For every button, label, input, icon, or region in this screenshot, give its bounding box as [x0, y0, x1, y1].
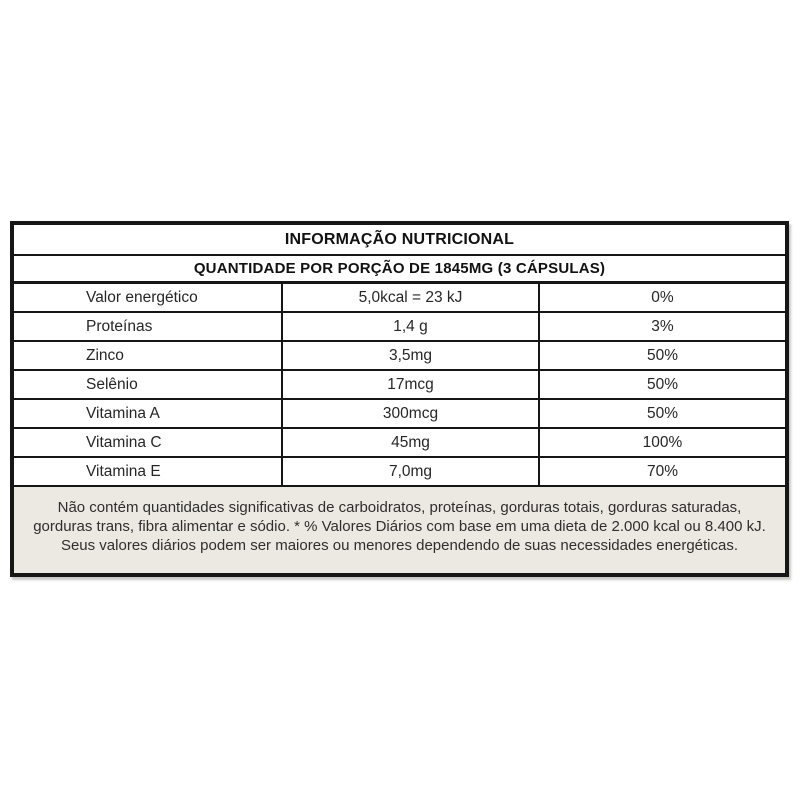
nutrient-name: Vitamina C: [14, 429, 283, 456]
nutrient-name: Valor energético: [14, 284, 283, 311]
nutrient-amount: 300mcg: [283, 400, 540, 427]
table-row-vitamina-e: [14, 458, 785, 487]
table-title: INFORMAÇÃO NUTRICIONAL: [14, 225, 785, 256]
nutrient-name: Zinco: [14, 342, 283, 369]
table-row-proteinas: [14, 313, 785, 342]
nutrient-daily-value: 0%: [651, 288, 674, 306]
table-row-vitamina-a: [14, 400, 785, 429]
nutrient-name: Selênio: [14, 371, 283, 398]
nutrient-daily-value: 50%: [646, 375, 679, 393]
nutrition-facts-table: [10, 221, 789, 577]
nutrient-name: Vitamina E: [14, 458, 283, 485]
nutrient-daily-value: 100%: [642, 433, 683, 451]
table-row-vitamina-c: [14, 429, 785, 458]
table-row-zinco: [14, 342, 785, 371]
nutrient-daily-value: 3%: [651, 317, 674, 335]
nutrient-rows: [14, 284, 785, 487]
nutrient-amount: 45mg: [283, 429, 540, 456]
nutrient-amount: 5,0kcal = 23 kJ: [283, 284, 540, 311]
table-row-valor-energetico: [14, 284, 785, 313]
table-footnote: Não contém quantidades significativas de carboidratos, proteínas, gorduras totais, gorduras saturadas, gorduras trans, fibra alimentar e sódio. * % Valores Diários com base em uma dieta de 2.000 kcal ou 8.400 kJ. Seus valores diários podem ser maiores ou menores dependendo de suas necessidades energéticas.: [14, 487, 785, 573]
table-subtitle: QUANTIDADE POR PORÇÃO DE 1845MG (3 CÁPSULAS): [14, 256, 785, 284]
nutrient-daily-value: 50%: [646, 346, 679, 364]
nutrient-amount: 17mcg: [283, 371, 540, 398]
nutrient-amount: 1,4 g: [283, 313, 540, 340]
nutrient-daily-value: 50%: [646, 404, 679, 422]
nutrient-daily-value: 70%: [646, 462, 679, 480]
nutrient-amount: 3,5mg: [283, 342, 540, 369]
table-row-selenio: [14, 371, 785, 400]
nutrient-name: Proteínas: [14, 313, 283, 340]
nutrient-amount: 7,0mg: [283, 458, 540, 485]
nutrient-name: Vitamina A: [14, 400, 283, 427]
